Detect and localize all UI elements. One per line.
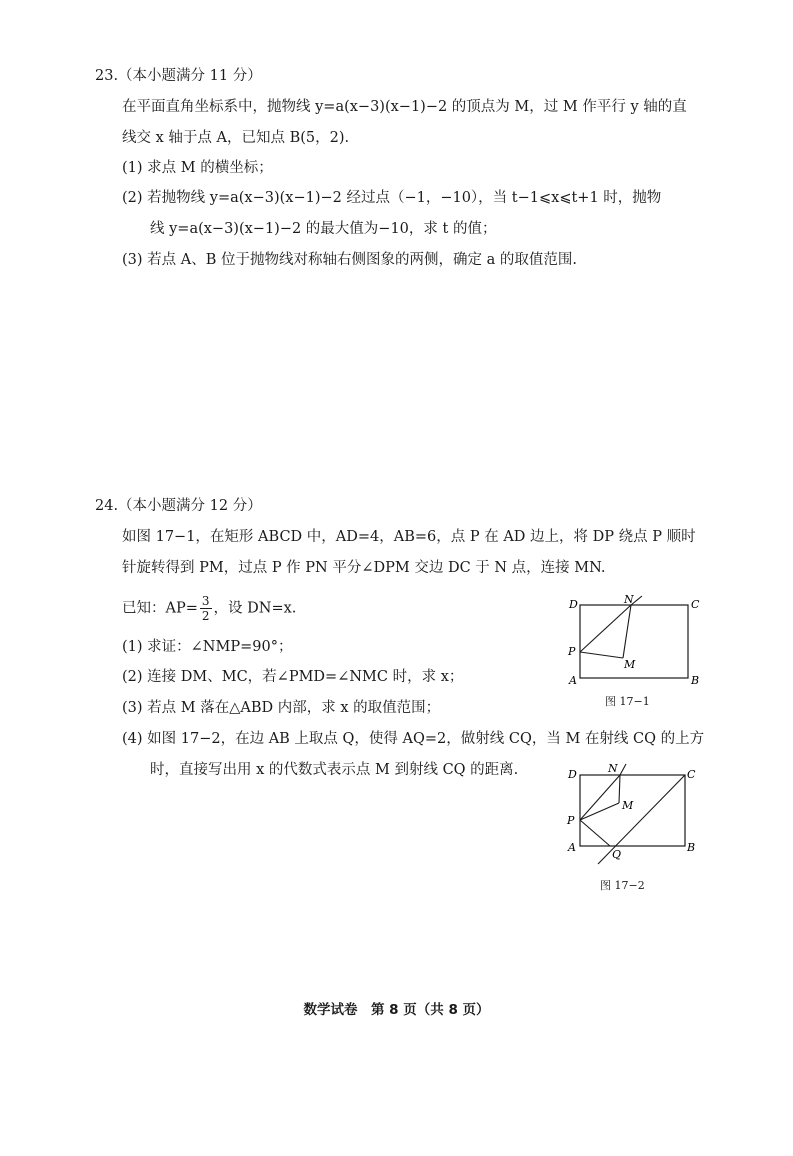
label-n: N: [624, 593, 634, 606]
q23-part2-line1: (2) 若抛物线 y=a(x−3)(x−1)−2 经过点（−1，−10），当 t−1⩽x⩽t+1 时，抛物: [122, 190, 662, 206]
label-b: B: [691, 674, 700, 687]
q23-part2-line2: 线 y=a(x−3)(x−1)−2 的最大值为−10，求 t 的值；: [150, 221, 497, 237]
segment-pq: [580, 820, 610, 846]
figure-17-2-diagram: [560, 758, 710, 873]
figure-17-1-diagram: [560, 590, 710, 690]
q24-given-prefix: 已知：AP=: [122, 600, 198, 617]
figure-17-1-caption: 图 17−1: [605, 695, 650, 708]
label-m: M: [624, 658, 636, 671]
label-c: C: [687, 768, 696, 781]
segment-mn: [623, 605, 631, 658]
segment-n-extension: [620, 764, 626, 775]
q24-stem-line2: 针旋转得到 PM，过点 P 作 PN 平分∠DPM 交边 DC 于 N 点，连接 MN.: [122, 560, 606, 576]
fraction-numerator: 3: [201, 594, 210, 608]
segment-pn: [580, 775, 620, 820]
q24-given-fraction: [200, 594, 212, 623]
q24-part4-line2: 时，直接写出用 x 的代数式表示点 M 到射线 CQ 的距离.: [150, 762, 519, 778]
segment-pn: [580, 605, 631, 652]
q24-part1: (1) 求证：∠NMP=90°；: [122, 639, 293, 655]
q23-header: 23.（本小题满分 11 分）: [95, 68, 262, 84]
label-a: A: [568, 841, 576, 854]
label-c: C: [691, 598, 700, 611]
figure-17-2: [560, 758, 710, 873]
page-footer: 数学试卷 第 8 页（共 8 页）: [303, 1002, 490, 1018]
q24-given-suffix: ，设 DN=x.: [213, 600, 297, 617]
q24-part3: (3) 若点 M 落在△ABD 内部，求 x 的取值范围；: [122, 700, 441, 716]
label-p: P: [568, 645, 576, 658]
label-b: B: [687, 841, 696, 854]
segment-mn: [619, 775, 620, 803]
label-m: M: [622, 799, 634, 812]
q24-header: 24.（本小题满分 12 分）: [95, 498, 262, 514]
q24-part4-line1: (4) 如图 17−2，在边 AB 上取点 Q，使得 AQ=2，做射线 CQ，当 M 在射线 CQ 的上方: [122, 731, 705, 747]
label-p: P: [567, 814, 575, 827]
segment-pm: [580, 803, 619, 820]
label-q: Q: [612, 848, 622, 861]
q23-stem-line2: 线交 x 轴于点 A，已知点 B(5，2).: [122, 130, 350, 146]
q23-stem-line1: 在平面直角坐标系中，抛物线 y=a(x−3)(x−1)−2 的顶点为 M，过 M 作平行 y 轴的直: [122, 99, 687, 115]
q24-given: [122, 594, 296, 623]
q24-part2: (2) 连接 DM、MC，若∠PMD=∠NMC 时，求 x；: [122, 669, 464, 685]
label-n: N: [608, 762, 618, 775]
label-d: D: [569, 598, 578, 611]
label-d: D: [568, 768, 577, 781]
figure-17-2-caption: 图 17−2: [600, 879, 645, 892]
q24-stem-line1: 如图 17−1，在矩形 ABCD 中，AD=4，AB=6，点 P 在 AD 边上，将 DP 绕点 P 顺时: [122, 529, 696, 545]
q23-part1: (1) 求点 M 的横坐标；: [122, 160, 273, 176]
segment-pm: [580, 652, 623, 658]
figure-17-1: [560, 590, 710, 690]
q23-part3: (3) 若点 A、B 位于抛物线对称轴右侧图象的两侧，确定 a 的取值范围.: [122, 252, 577, 268]
fraction-denominator: 2: [201, 609, 210, 623]
label-a: A: [569, 674, 577, 687]
